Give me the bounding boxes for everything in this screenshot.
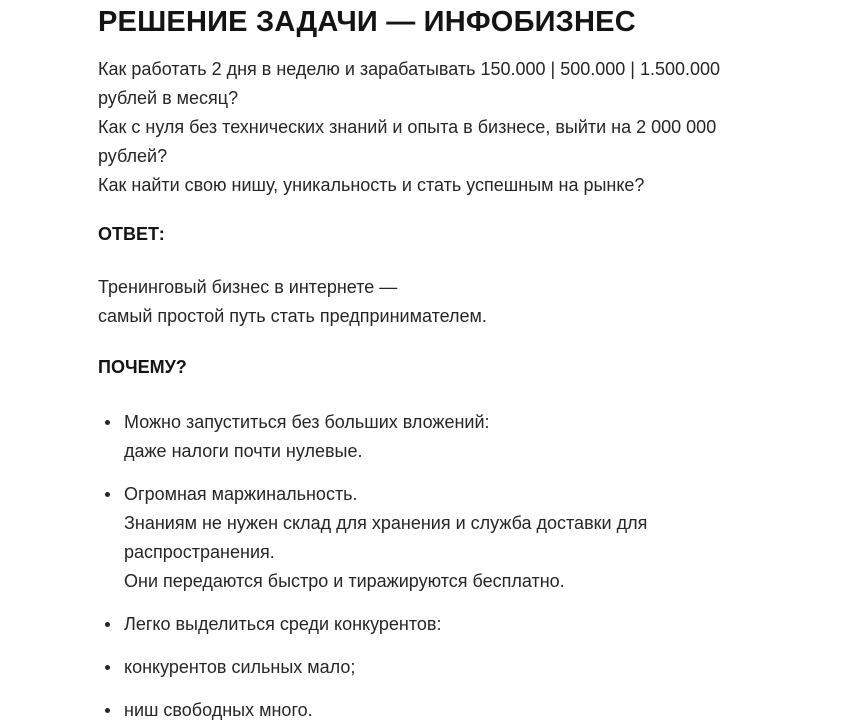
bullet-dot-icon [105,665,110,670]
page-title: РЕШЕНИЕ ЗАДАЧИ — ИНФОБИЗНЕС [98,6,636,38]
list-item-line: Огромная маржинальность. [124,484,358,504]
bullet-dot-icon [105,708,110,713]
why-heading: ПОЧЕМУ? [98,357,187,377]
intro-line: Как с нуля без технических знаний и опыта в бизнесе, выйти на 2 000 000 [98,117,717,137]
bullet-dot-icon [105,420,110,425]
why-bullet-list [98,408,820,725]
answer-line: Тренинговый бизнес в интернете — [98,277,398,297]
answer-heading: ОТВЕТ: [98,224,165,244]
intro-line: Как найти свою нишу, уникальность и стать успешным на рынке? [98,175,645,195]
list-item [98,696,820,725]
bullet-dot-icon [105,622,110,627]
answer-line: самый простой путь стать предпринимателем. [98,306,487,326]
intro-line: рублей? [98,146,168,166]
list-item-line: конкурентов сильных мало; [124,657,356,677]
intro-line: Как работать 2 дня в неделю и зарабатывать 150.000 | 500.000 | 1.500.000 [98,59,721,79]
intro-line: рублей в месяц? [98,88,239,108]
list-item [98,480,820,596]
list-item-line: распространения. [124,542,275,562]
list-item [98,408,820,466]
list-item-line: ниш свободных много. [124,700,313,720]
list-item [98,653,820,682]
bullet-dot-icon [105,492,110,497]
answer-paragraph [98,273,820,331]
list-item-line: Они передаются быстро и тиражируются бесплатно. [124,571,565,591]
list-item [98,610,820,639]
intro-paragraph [98,55,820,200]
list-item-line: Можно запуститься без больших вложений: [124,412,490,432]
list-item-line: Легко выделиться среди конкурентов: [124,614,442,634]
list-item-line: Знаниям не нужен склад для хранения и служба доставки для [124,513,648,533]
list-item-line: даже налоги почти нулевые. [124,441,363,461]
